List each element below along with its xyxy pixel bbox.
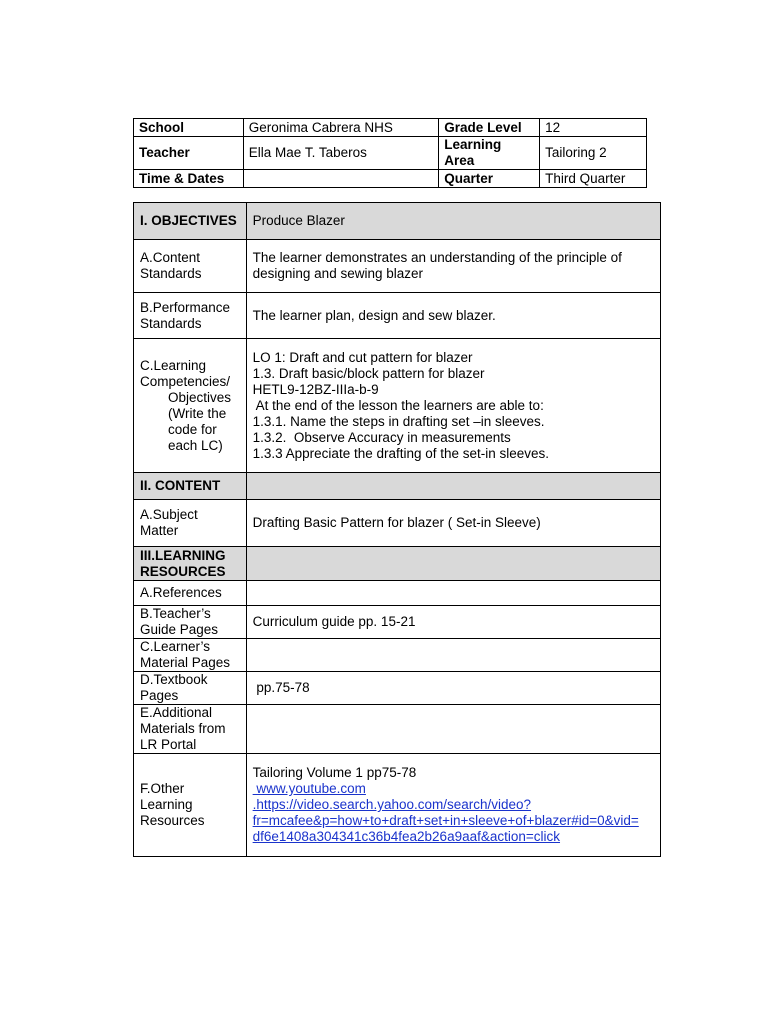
learning-competencies-label bbox=[134, 339, 247, 473]
subject-matter-value: Drafting Basic Pattern for blazer ( Set-in Sleeve) bbox=[246, 500, 660, 547]
learning-competencies-label-line2: Objectives (Write the code for each LC) bbox=[168, 389, 232, 453]
teacher-label: Teacher bbox=[134, 137, 244, 170]
learning-competencies-value bbox=[246, 339, 660, 473]
learning-competencies-row bbox=[134, 339, 661, 473]
learning-area-value: Tailoring 2 bbox=[540, 137, 647, 170]
learning-competencies-label-line1: C.Learning Competencies/ bbox=[140, 357, 231, 389]
other-resources-label: F.Other Learning Resources bbox=[134, 754, 247, 857]
subject-matter-label: A.Subject Matter bbox=[134, 500, 247, 547]
additional-materials-value bbox=[246, 705, 660, 754]
yahoo-video-link-line1[interactable]: .https://video.search.yahoo.com/search/video? bbox=[252, 797, 532, 812]
competency-line: 1.3.3 Appreciate the drafting of the set-in sleeves. bbox=[252, 445, 550, 461]
resources-heading-row bbox=[134, 547, 661, 581]
learners-material-value bbox=[246, 639, 660, 672]
resources-heading-value bbox=[246, 547, 660, 581]
header-row-time bbox=[134, 170, 647, 188]
textbook-value: pp.75-78 bbox=[246, 672, 660, 705]
competency-line: LO 1: Draft and cut pattern for blazer bbox=[252, 349, 473, 365]
yahoo-video-link-line2[interactable]: fr=mcafee&p=how+to+draft+set+in+sleeve+of+blazer#id=0&vid= bbox=[252, 813, 639, 828]
content-heading: II. CONTENT bbox=[134, 473, 247, 500]
teachers-guide-label: B.Teacher’s Guide Pages bbox=[134, 606, 247, 639]
competency-line: 1.3. Draft basic/block pattern for blazer bbox=[252, 365, 485, 381]
other-resources-text: Tailoring Volume 1 pp75-78 bbox=[252, 765, 417, 780]
learners-material-row bbox=[134, 639, 661, 672]
competency-line: 1.3.1. Name the steps in drafting set –in sleeves. bbox=[252, 413, 545, 429]
content-standards-value: The learner demonstrates an understanding of the principle of designing and sewing blazer bbox=[246, 240, 660, 293]
references-label: A.References bbox=[134, 581, 247, 606]
content-standards-row bbox=[134, 240, 661, 293]
textbook-row bbox=[134, 672, 661, 705]
objectives-heading: I. OBJECTIVES bbox=[134, 203, 247, 240]
other-resources-value bbox=[246, 754, 660, 857]
header-row-teacher bbox=[134, 137, 647, 170]
teachers-guide-value: Curriculum guide pp. 15-21 bbox=[246, 606, 660, 639]
other-resources-row bbox=[134, 754, 661, 857]
content-standards-label: A.Content Standards bbox=[134, 240, 247, 293]
learners-material-label: C.Learner’s Material Pages bbox=[134, 639, 247, 672]
teachers-guide-row bbox=[134, 606, 661, 639]
grade-level-value: 12 bbox=[540, 119, 647, 137]
additional-materials-row bbox=[134, 705, 661, 754]
grade-level-label: Grade Level bbox=[439, 119, 540, 137]
content-heading-row bbox=[134, 473, 661, 500]
youtube-link[interactable]: www.youtube.com bbox=[252, 781, 366, 796]
time-dates-label: Time & Dates bbox=[134, 170, 244, 188]
header-table bbox=[133, 118, 647, 188]
objectives-heading-value: Produce Blazer bbox=[246, 203, 660, 240]
additional-materials-label: E.Additional Materials from LR Portal bbox=[134, 705, 247, 754]
teacher-value: Ella Mae T. Taberos bbox=[243, 137, 439, 170]
references-value bbox=[246, 581, 660, 606]
header-row-school bbox=[134, 119, 647, 137]
textbook-label: D.Textbook Pages bbox=[134, 672, 247, 705]
performance-standards-label: B.Performance Standards bbox=[134, 293, 247, 339]
competency-line: At the end of the lesson the learners are able to: bbox=[252, 397, 544, 413]
school-label: School bbox=[134, 119, 244, 137]
school-value: Geronima Cabrera NHS bbox=[243, 119, 439, 137]
references-row bbox=[134, 581, 661, 606]
yahoo-video-link-line3[interactable]: df6e1408a304341c36b4fea2b26a9aaf&action=click bbox=[252, 829, 561, 844]
lesson-plan-table bbox=[133, 202, 661, 857]
competency-line: HETL9-12BZ-IIIa-b-9 bbox=[252, 381, 379, 397]
objectives-heading-row bbox=[134, 203, 661, 240]
performance-standards-value: The learner plan, design and sew blazer. bbox=[246, 293, 660, 339]
content-heading-value bbox=[246, 473, 660, 500]
performance-standards-row bbox=[134, 293, 661, 339]
resources-heading: III.LEARNING RESOURCES bbox=[134, 547, 247, 581]
time-dates-value bbox=[243, 170, 439, 188]
quarter-value: Third Quarter bbox=[540, 170, 647, 188]
competency-line: 1.3.2. Observe Accuracy in measurements bbox=[252, 429, 511, 445]
learning-area-label: Learning Area bbox=[439, 137, 540, 170]
quarter-label: Quarter bbox=[439, 170, 540, 188]
subject-matter-row bbox=[134, 500, 661, 547]
